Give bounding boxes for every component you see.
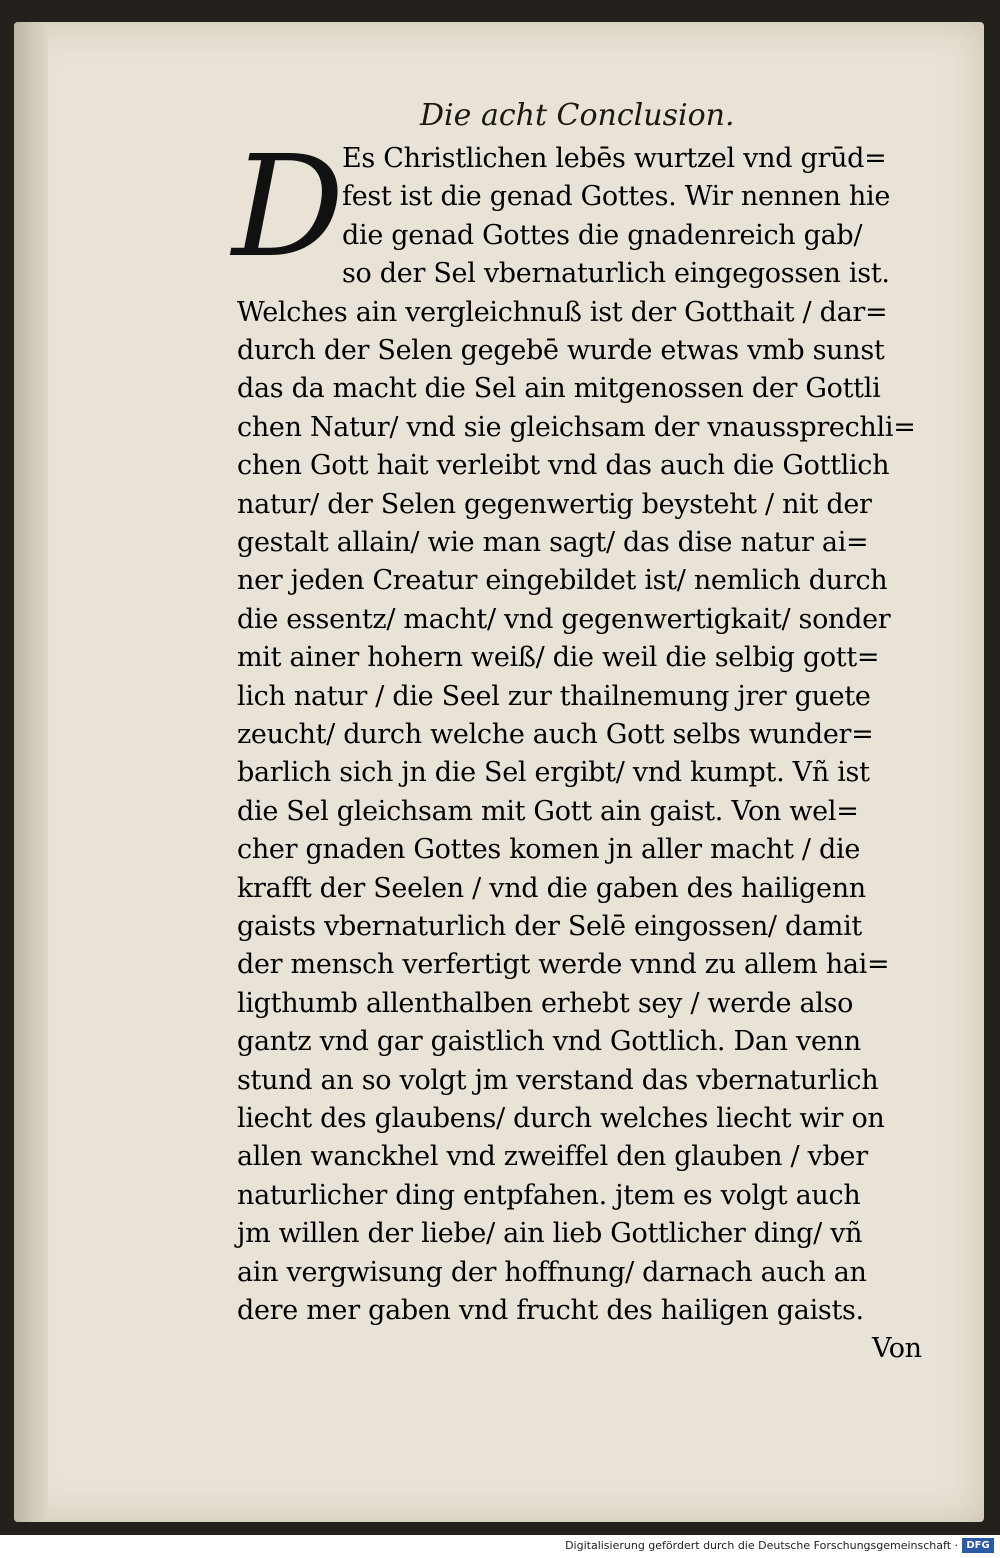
text-line: gaists vbernaturlich der Selē eingossen/ damit <box>237 911 862 942</box>
footer-credit: Digitalisierung gefördert durch die Deutsche Forschungsgemeinschaft · <box>565 1539 958 1552</box>
text-line: Von <box>872 1333 922 1365</box>
text-line: so der Sel vbernaturlich eingegossen ist. <box>342 258 890 290</box>
text-line: durch der Selen gegebē wurde etwas vmb sunst <box>237 335 885 366</box>
footer-bar <box>0 1535 1000 1558</box>
text-line: zeucht/ durch welche auch Gott selbs wunder= <box>237 719 874 750</box>
text-line: gantz vnd gar gaistlich vnd Gottlich. Dan venn <box>237 1026 861 1058</box>
text-line: Welches ain vergleichnuß ist der Gotthait / dar= <box>237 296 888 328</box>
text-line: fest ist die genad Gottes. Wir nennen hie <box>342 181 891 213</box>
text-line: chen Gott hait verleibt vnd das auch die Gottlich <box>237 450 890 482</box>
text-line: mit ainer hohern weiß/ die weil die selbig gott= <box>237 642 880 674</box>
text-line: gestalt allain/ wie man sagt/ das dise natur ai= <box>237 527 869 558</box>
decorated-initial: D <box>232 126 345 289</box>
text-line: die genad Gottes die gnadenreich gab/ <box>342 219 863 251</box>
text-line: barlich sich jn die Sel ergibt/ vnd kumpt. Vñ ist <box>237 757 870 789</box>
text-line: krafft der Seelen / vnd die gaben des hailigenn <box>237 872 866 904</box>
dfg-logo: DFG <box>962 1538 994 1553</box>
text-line: das da macht die Sel ain mitgenossen der Gottli <box>237 373 881 405</box>
text-line: die Sel gleichsam mit Gott ain gaist. Von wel= <box>237 795 859 827</box>
text-line: lich natur / die Seel zur thailnemung jrer guete <box>237 680 871 712</box>
text-line: allen wanckhel vnd zweiffel den glauben / vber <box>237 1141 868 1173</box>
page-edge <box>14 22 48 1522</box>
page-heading: Die acht Conclusion. <box>420 98 735 133</box>
text-line: chen Natur/ vnd sie gleichsam der vnaussprechli= <box>237 411 916 443</box>
text-line: naturlicher ding entpfahen. jtem es volgt auch <box>237 1179 861 1211</box>
text-line: liecht des glaubens/ durch welches liecht wir on <box>237 1103 885 1134</box>
text-line: die essentz/ macht/ vnd gegenwertigkait/ sonder <box>237 603 891 635</box>
text-line: Es Christlichen lebēs wurtzel vnd grūd= <box>342 143 887 174</box>
text-line: der mensch verfertigt werde vnnd zu allem hai= <box>237 949 890 981</box>
text-line: ner jeden Creatur eingebildet ist/ nemlich durch <box>237 565 888 597</box>
text-line: stund an so volgt jm verstand das vbernaturlich <box>237 1064 879 1096</box>
text-line: jm willen der liebe/ ain lieb Gottlicher ding/ vñ <box>237 1218 863 1250</box>
text-line: natur/ der Selen gegenwertig beysteht / nit der <box>237 488 872 520</box>
text-line: ligthumb allenthalben erhebt sey / werde also <box>237 987 854 1019</box>
text-line: cher gnaden Gottes komen jn aller macht / die <box>237 834 860 866</box>
text-line: ain vergwisung der hoffnung/ darnach auch an <box>237 1256 867 1288</box>
text-line: dere mer gaben vnd frucht des hailigen gaists. <box>237 1295 864 1326</box>
